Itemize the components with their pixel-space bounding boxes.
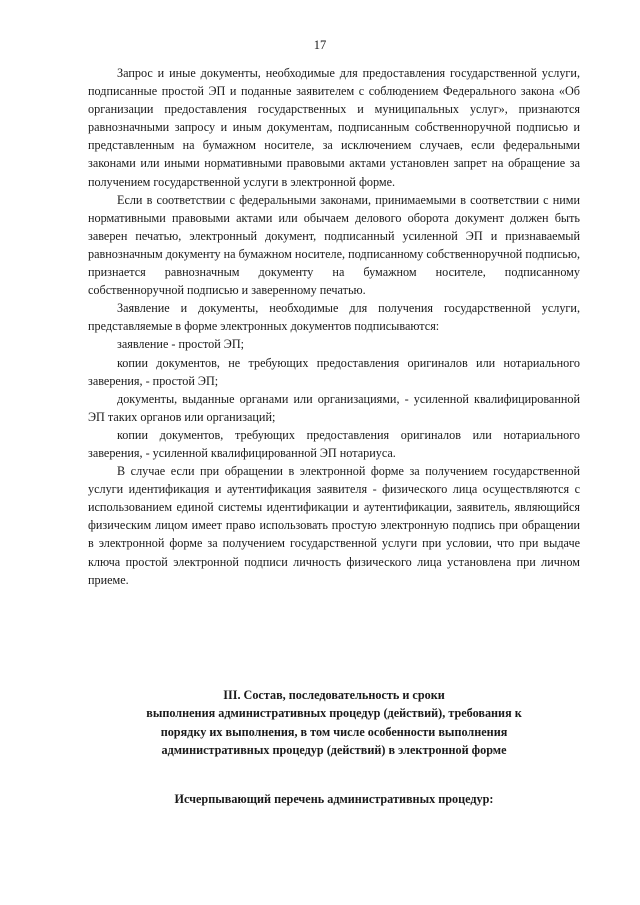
section-heading-line: административных процедур (действий) в электронной форме: [161, 743, 507, 758]
page-number: 17: [313, 38, 327, 52]
body-text: [88, 64, 580, 589]
paragraph-electronic-request-equivalence: Запрос и иные документы, необходимые для предоставления государственной услуги, подписанные простой ЭП и поданные заявителем с соблюдением Федерального закона «Об организации предоставления государственных и муниципальных услуг», признаются равнозначными запросу и иным документам, подписанным собственноручной подписью и представленным на бумажном носителе, за исключением случаев, если федеральными законами или иными нормативными правовыми актами установлен запрет на обращение за получением государственной услуги в электронной форме.: [88, 66, 580, 189]
paragraph-signing-requirements: Заявление и документы, необходимые для получения государственной услуги, представляемые в форме электронных документов подписываются:: [88, 301, 580, 334]
subheading: Исчерпывающий перечень административных процедур:: [174, 792, 494, 806]
list-item-issued-documents-signature: документы, выданные органами или организациями, - усиленной квалифицированной ЭП таких органов или организаций;: [88, 391, 580, 424]
section-heading-line: III. Состав, последовательность и сроки: [223, 688, 445, 702]
list-item-application-signature: заявление - простой ЭП;: [117, 337, 245, 352]
paragraph-seal-equivalence: Если в соответствии с федеральными законами, принимаемыми в соответствии с ними нормативными правовыми актами или обычаем делового оборота документ должен быть заверен печатью, электронный документ, подписанный усиленной ЭП и признаваемый равнозначным документу на бумажном носителе, подписанному собственноручной подписью, признается равнозначным документу на бумажном носителе, подписанному собственноручной подписью и заверенному печатью.: [88, 192, 580, 298]
section-heading: [88, 686, 580, 760]
paragraph-identification-authentication: В случае если при обращении в электронной форме за получением государственной услуги идентификация и аутентификация заявителя - физического лица осуществляются с использованием единой системы идентификации и аутентификации, заявитель, являющийся физическим лицом имеет право использовать простую электронную подпись при обращении в электронной форме за получением государственной услуги при условии, что при выдаче ключа простой электронной подписи личность физического лица установлена при личном приеме.: [88, 464, 580, 587]
list-item-copies-simple-signature: копии документов, не требующих предоставления оригиналов или нотариального заверения, - простой ЭП;: [88, 355, 580, 388]
section-heading-line: выполнения административных процедур (действий), требования к: [146, 706, 522, 721]
list-item-copies-notary-signature: копии документов, требующих предоставления оригиналов или нотариального заверения, - усиленной квалифицированной ЭП нотариуса.: [88, 427, 580, 460]
section-heading-line: порядку их выполнения, в том числе особенности выполнения: [160, 724, 508, 739]
